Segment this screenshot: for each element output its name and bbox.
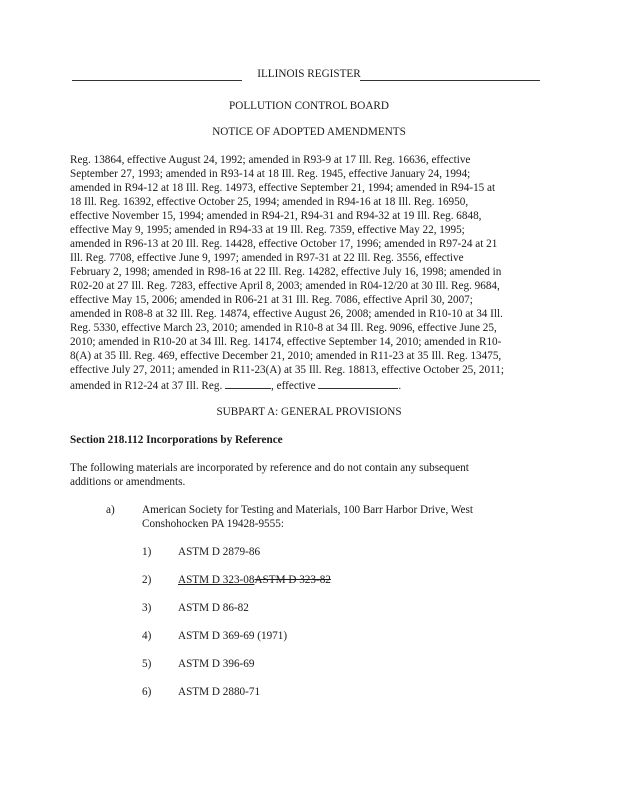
history-line: Ill. Reg. 7708, effective June 9, 1997; amended in R97-31 at 22 Ill. Reg. 3556, effective <box>70 252 464 264</box>
notice-heading: NOTICE OF ADOPTED AMENDMENTS <box>212 126 406 138</box>
history-last-end: . <box>398 380 402 392</box>
history-line: amended in R08-8 at 32 Ill. Reg. 14874, effective August 26, 2008; amended in R10-10 at 34 Ill. <box>70 308 503 320</box>
register-heading: ILLINOIS REGISTER <box>257 68 361 80</box>
history-line: effective May 9, 1995; amended in R94-33 at 19 Ill. Reg. 7359, effective May 22, 1995; <box>70 224 465 236</box>
history-line: amended in R94-12 at 18 Ill. Reg. 14973, effective September 21, 1994; amended in R94-15 at <box>70 182 496 194</box>
intro-line: additions or amendments. <box>70 476 186 488</box>
list-item-text: ASTM D 369-69 (1971) <box>178 630 288 642</box>
history-line: R02-20 at 27 Ill. Reg. 7283, effective April 8, 2003; amended in R04-12/20 at 30 Ill. Reg. 9684, <box>70 280 500 292</box>
list-item-text: ASTM D 86-82 <box>178 602 249 614</box>
list-item-number: 2) <box>142 574 152 586</box>
register-page-blank <box>225 379 271 389</box>
board-heading: POLLUTION CONTROL BOARD <box>229 100 389 112</box>
list-item-number: 5) <box>142 658 152 670</box>
history-line: effective July 27, 2011; amended in R11-23(A) at 35 Ill. Reg. 18813, effective October 25, 2011; <box>70 364 504 376</box>
history-last-prefix: amended in R12-24 at 37 Ill. Reg. <box>70 380 223 392</box>
section-title: Section 218.112 Incorporations by Reference <box>70 434 283 446</box>
subsection-a-line: Conshohocken PA 19428-9555: <box>142 518 284 530</box>
history-line: amended in R96-13 at 20 Ill. Reg. 14428, effective October 17, 1996; amended in R97-24 at 21 <box>70 238 498 250</box>
list-item-number: 4) <box>142 630 152 642</box>
history-line: 2010; amended in R10-20 at 34 Ill. Reg. 14174, effective September 14, 2010; amended in R10- <box>70 336 502 348</box>
history-line: Reg. 5330, effective March 23, 2010; amended in R10-8 at 34 Ill. Reg. 9096, effective June 25, <box>70 322 497 334</box>
subsection-a-line: American Society for Testing and Materials, 100 Barr Harbor Drive, West <box>142 504 473 516</box>
subpart-heading: SUBPART A: GENERAL PROVISIONS <box>216 406 402 418</box>
list-item-text: ASTM D 2880-71 <box>178 686 261 698</box>
history-line: Reg. 13864, effective August 24, 1992; amended in R93-9 at 17 Ill. Reg. 16636, effective <box>70 154 471 166</box>
list-item-text: ASTM D 396-69 <box>178 658 255 670</box>
history-line: effective November 15, 1994; amended in R94-21, R94-31 and R94-32 at 19 Ill. Reg. 6848, <box>70 210 482 222</box>
list-item-number: 6) <box>142 686 152 698</box>
deleted-text: ASTM D 323-82 <box>254 574 331 586</box>
list-item-text <box>178 575 331 586</box>
history-line: effective May 15, 2006; amended in R06-21 at 31 Ill. Reg. 7086, effective April 30, 2007; <box>70 294 473 306</box>
list-item-text: ASTM D 2879-86 <box>178 546 261 558</box>
history-last-mid: , effective <box>271 380 316 392</box>
list-item-number: 3) <box>142 602 152 614</box>
list-item-number: 1) <box>142 546 152 558</box>
history-line: 18 Ill. Reg. 16392, effective October 25, 1994; amended in R94-16 at 18 Ill. Reg. 16950, <box>70 196 469 208</box>
subsection-a-label: a) <box>106 504 115 516</box>
history-last-line <box>70 379 401 392</box>
effective-date-blank <box>318 379 398 389</box>
inserted-text: ASTM D 323-08 <box>178 574 255 586</box>
history-line: 8(A) at 35 Ill. Reg. 469, effective December 21, 2010; amended in R11-23 at 35 Ill. Reg. 13475, <box>70 350 502 362</box>
intro-line: The following materials are incorporated by reference and do not contain any subsequent <box>70 462 469 474</box>
history-line: February 2, 1998; amended in R98-16 at 22 Ill. Reg. 14282, effective July 16, 1998; amended in <box>70 266 502 278</box>
history-line: September 27, 1993; amended in R93-14 at 18 Ill. Reg. 1945, effective January 24, 1994; <box>70 168 471 180</box>
